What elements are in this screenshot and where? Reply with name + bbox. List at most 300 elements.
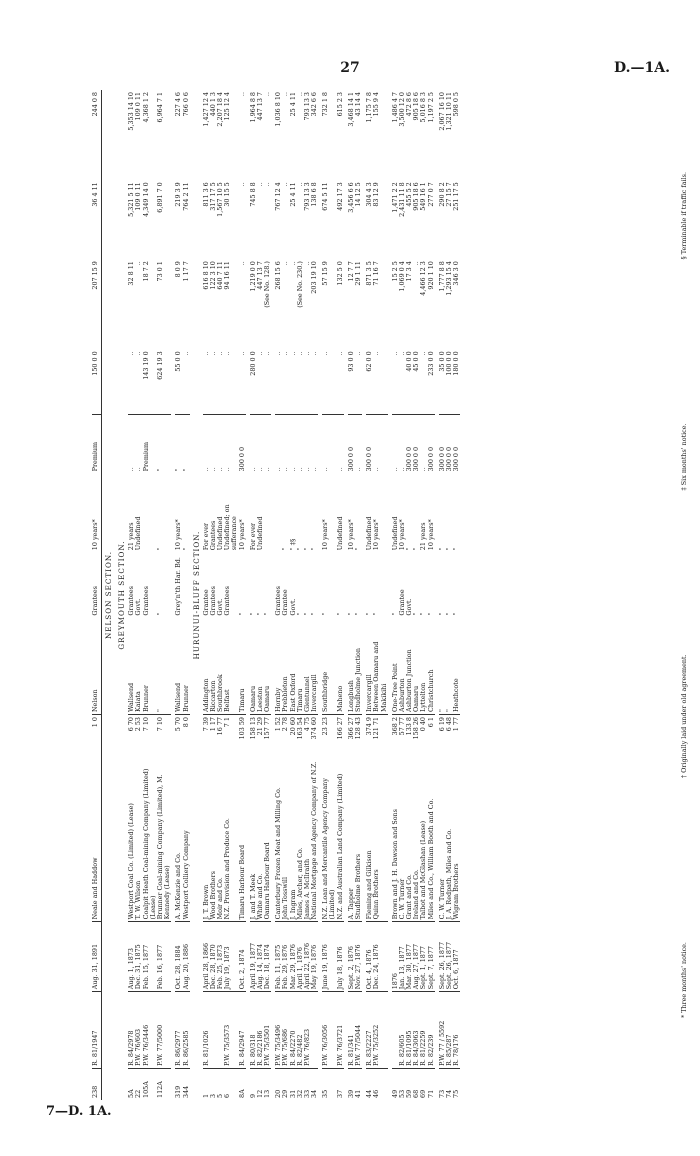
table-cell: Grantees xyxy=(127,586,136,616)
table-cell: Sept. 2, 1876 xyxy=(348,922,355,992)
table-cell: 1,036 8 10 xyxy=(274,92,283,127)
table-cell: .. xyxy=(183,349,190,414)
table-cell: Riccarton xyxy=(210,618,217,715)
table-cell: Between Oamaru and Makikihi xyxy=(373,618,387,715)
table-cell: 73 xyxy=(437,1089,446,1098)
table-cell: (See No. 128.) xyxy=(263,261,272,308)
table-cell: 157 77 xyxy=(263,717,272,740)
table-cell: R. 81/1947 xyxy=(92,992,102,1069)
table-cell: .. xyxy=(217,349,224,414)
table-cell: Mar. 30, 1877 xyxy=(406,922,413,992)
table-cell: " xyxy=(281,547,290,551)
table-cell: Nov. 27, 1876 xyxy=(355,922,362,992)
section-heading-row xyxy=(102,90,116,1100)
table-cell: " xyxy=(157,618,171,715)
table-cell: 300 0 0 xyxy=(452,446,461,472)
table-cell: Premium xyxy=(141,441,150,472)
table-cell: Ashburton xyxy=(399,618,406,715)
table-cell: 150 0 0 xyxy=(92,349,102,414)
table-cell: " xyxy=(452,612,461,616)
table-cell: 6 48 xyxy=(444,717,453,732)
table-cell: 366 27 xyxy=(346,717,355,740)
table-cell: 41 xyxy=(354,1089,362,1098)
table-cell: 268 15 6 xyxy=(274,261,283,290)
table-cell: Govt. xyxy=(134,598,143,616)
table-cell: 300 0 0 xyxy=(346,446,355,472)
table-cell: Aug. 27, 1877 xyxy=(413,922,420,992)
table-cell: Lyttelton xyxy=(420,618,427,715)
table-cell: .. xyxy=(288,261,297,266)
page-number: 27 xyxy=(340,60,360,76)
table-cell: Studholme Junction xyxy=(355,618,362,715)
table-cell: Studholme Brothers xyxy=(355,753,362,922)
table-cell: 319 xyxy=(174,1085,183,1098)
table-cell: Glentunnel xyxy=(304,618,311,715)
table-cell: T. W. Wilson xyxy=(135,753,142,922)
table-cell: Heathcote xyxy=(453,618,460,715)
table-cell: .. xyxy=(274,467,283,472)
table-cell: C. W. Turner xyxy=(439,753,446,922)
table-cell: Feb. 25, 1873 xyxy=(217,922,224,992)
section-heading-row xyxy=(190,90,203,1100)
section-heading: GREYMOUTH SECTION. xyxy=(117,540,127,650)
table-cell: 59 xyxy=(405,1089,414,1098)
table-cell: .. xyxy=(223,467,232,472)
table-cell: " xyxy=(310,547,319,551)
table-cell: R. 86/2977 xyxy=(175,992,182,1069)
table-cell: 55 0 0 xyxy=(175,349,182,414)
table-cell: Aug. 1, 1873 xyxy=(128,922,135,992)
table-cell: .. xyxy=(311,349,318,414)
table-cell: 300 0 0 xyxy=(426,446,435,472)
table-cell: 5,016 8 3 xyxy=(419,92,428,123)
table-cell: 43 14 4 xyxy=(354,92,362,117)
table-cell xyxy=(143,473,157,552)
table-cell: Oct. 28, 1884 xyxy=(175,922,182,992)
table-cell: 1 17 xyxy=(208,717,217,732)
table-cell: .. xyxy=(281,467,290,472)
top-summary-row xyxy=(92,90,102,1100)
table-cell: 920 1 10 xyxy=(426,261,435,290)
table-cell: For ever xyxy=(201,522,210,551)
table-cell: Govt. xyxy=(216,598,225,616)
table-cell: .. xyxy=(372,467,381,472)
table-cell: 732 1 8 xyxy=(321,92,330,117)
table-cell: 122 3 10 xyxy=(208,261,217,290)
table-cell: National Mortgage and Agency Company of N.Z. xyxy=(311,753,318,922)
table-cell: 8 0 9 xyxy=(174,261,183,278)
footnote: ‡ Six months' notice. xyxy=(680,423,688,491)
table-cell: " xyxy=(335,612,344,616)
table-cell: " xyxy=(426,612,435,616)
table-cell: 346 3 0 xyxy=(452,261,461,286)
table-cell: .. xyxy=(201,467,210,472)
table-cell: 10 years* xyxy=(372,519,381,551)
table-cell: .. xyxy=(399,349,406,414)
table-cell: R. 81/2259 xyxy=(420,992,427,1069)
table-cell: 46 xyxy=(372,1089,381,1098)
table-cell: .. xyxy=(255,182,264,187)
table-cell: " xyxy=(155,547,164,551)
table-cell: 871 3 5 xyxy=(365,261,374,286)
table-cell: 34 xyxy=(310,1089,319,1098)
table-cell: .. xyxy=(239,349,246,414)
table-cell: Undefined xyxy=(134,516,143,551)
table-cell: Invercargill xyxy=(311,618,318,715)
table-cell: Grantee xyxy=(397,589,406,616)
table-cell: .. xyxy=(295,182,304,187)
table-cell: " xyxy=(437,612,446,616)
table-cell: 674 5 11 xyxy=(321,182,330,211)
table-cell: 342 6 6 xyxy=(310,92,319,117)
table-cell: 745 8 8 xyxy=(248,182,257,207)
table-cell: 0 40 xyxy=(419,717,428,732)
footnote: † Originally laid under old agreement. xyxy=(680,654,688,779)
table-cell: Brown and J. H. Dawson and Sons xyxy=(392,753,399,922)
table-cell: .. xyxy=(127,467,136,472)
table-cell: 73 0 1 xyxy=(155,261,164,282)
table-cell: 32 xyxy=(295,1089,304,1098)
table-cell: 44 xyxy=(365,1089,374,1098)
table-cell: " xyxy=(181,547,190,551)
table-cell: P.W. 76/3446 xyxy=(143,992,157,1069)
table-cell: Canterbury Frozen Meat and Milling Co. xyxy=(275,753,282,922)
table-cell: A. McKenzie and Co. xyxy=(175,753,182,922)
table-cell: 624 19 3 xyxy=(157,349,171,414)
table-cell: .. xyxy=(412,261,421,266)
table-cell: 203 19 10 xyxy=(310,261,319,294)
table-cell: " xyxy=(302,547,311,551)
table-cell: 121 71 xyxy=(372,717,381,740)
table-cell: 20 xyxy=(274,1089,283,1098)
table-cell: " xyxy=(354,547,362,551)
table-cell: R. 82/482 xyxy=(297,992,304,1069)
table-cell: R. 82/605 xyxy=(399,992,406,1069)
table-cell: 4,368 1 2 xyxy=(141,92,150,123)
table-cell: .. xyxy=(290,349,297,414)
table-cell: 74 xyxy=(444,1089,453,1098)
table-cell: 5,321 5 11 xyxy=(127,182,136,217)
table-cell: .. xyxy=(263,467,272,472)
table-cell: 158 26 xyxy=(412,717,421,740)
table-cell: .. xyxy=(392,349,399,414)
table-cell: 125 12 4 xyxy=(223,92,232,121)
table-cell: .. xyxy=(310,467,319,472)
table-cell: Dec. 24, 1876 xyxy=(373,922,387,992)
table-cell: Dec. 18, 1874 xyxy=(264,922,271,992)
table-cell: .. xyxy=(397,467,406,472)
table-cell: May 19, 1876 xyxy=(311,922,318,992)
table-cell: Oamaru xyxy=(264,618,271,715)
table-row xyxy=(355,90,362,1100)
table-cell: .. xyxy=(288,467,297,472)
table-cell: 1,293 15 4 xyxy=(444,261,453,296)
table-cell: 3 xyxy=(208,1093,217,1098)
table-cell: 440 1 3 xyxy=(208,92,217,117)
table-cell: 36 4 11 xyxy=(92,180,102,259)
table-cell: " xyxy=(444,547,453,551)
table-cell: " xyxy=(439,618,446,715)
table-cell: Jan. 13, 1877 xyxy=(399,922,406,992)
table-cell: 2,067 16 10 xyxy=(437,92,446,131)
table-cell: East Oxford xyxy=(290,618,297,715)
table-cell: Wood Brothers xyxy=(210,753,217,922)
table-cell: 598 0 5 xyxy=(452,92,461,117)
table-cell: .. xyxy=(263,182,272,187)
table-cell: Govt. xyxy=(288,598,297,616)
table-cell: Dec. 31, 1875 xyxy=(135,922,142,992)
table-cell: 1,321 10 11 xyxy=(444,92,453,131)
table-cell xyxy=(183,552,190,617)
table-cell: .. xyxy=(264,349,271,414)
table-cell: 2,207 18 4 xyxy=(216,92,225,127)
table-cell: 10 years* xyxy=(174,519,183,551)
table-cell: 128 43 xyxy=(354,717,362,740)
table-cell: 1,777 8 8 xyxy=(437,261,446,292)
table-cell: P.W. 77/5044 xyxy=(355,992,362,1069)
table-cell: Premium xyxy=(92,415,102,474)
table-cell: July 19, 1873 xyxy=(224,922,238,992)
table-cell: 300 0 0 xyxy=(405,446,414,472)
table-cell: 1,486 4 7 xyxy=(390,92,399,123)
table-cell: Westport Colliery Company xyxy=(183,753,190,922)
table-cell: 447 13 7 xyxy=(255,261,264,290)
table-cell: .. xyxy=(304,349,311,414)
table-cell: .. xyxy=(281,92,290,97)
table-cell: .. xyxy=(134,467,143,472)
table-cell: R. 81/1095 xyxy=(406,992,413,1069)
table-cell: 166 27 xyxy=(335,717,344,740)
table-cell: 15 2 5 xyxy=(390,261,399,282)
table-cell: " xyxy=(263,612,272,616)
ledger-table xyxy=(92,90,460,1100)
table-cell: 83 12 9 xyxy=(372,182,381,207)
table-cell: " xyxy=(310,612,319,616)
table-cell: 1 52 xyxy=(274,717,283,732)
table-cell: 27 15 7 xyxy=(444,182,453,207)
table-cell: P.W. 77/5000 xyxy=(157,992,171,1069)
table-cell: " ‡§ xyxy=(288,538,297,551)
table-cell: James A. McIlraith xyxy=(304,753,311,922)
table-cell: Timaru Harbour Board xyxy=(239,753,246,922)
table-cell: 7 10 xyxy=(141,717,150,732)
table-cell: Christchurch xyxy=(428,618,435,715)
table-cell: Westport Coal Co. (Limited) (Lease) xyxy=(128,753,135,922)
table-cell: 1 77 xyxy=(452,717,461,732)
table-cell: 6,964 7 1 xyxy=(155,92,164,123)
table-cell: J. Ingram xyxy=(290,753,297,922)
table-cell: April 1, 1876 xyxy=(297,922,304,992)
table-cell: Longbush xyxy=(348,618,355,715)
table-row xyxy=(239,90,246,1100)
table-cell: 472 8 6 xyxy=(405,92,414,117)
table-cell: Grantees xyxy=(274,586,283,616)
table-cell: 1,427 12 4 xyxy=(201,92,210,127)
table-cell: Aug. 14, 1874 xyxy=(257,922,264,992)
table-cell: 277 0 7 xyxy=(426,182,435,207)
table-cell: 1 xyxy=(201,1093,210,1098)
table-cell: R. 83/2227 xyxy=(366,992,373,1069)
table-cell: 1,197 2 5 xyxy=(426,92,435,123)
table-cell: 57 77 xyxy=(397,717,406,736)
table-cell: Hornby xyxy=(275,618,282,715)
footer-reference: 7—D. 1A. xyxy=(46,1104,112,1119)
table-cell: .. xyxy=(134,261,143,266)
table-cell: .. xyxy=(257,349,264,414)
table-cell: 40 0 0 xyxy=(406,349,413,414)
table-cell: 492 17 3 xyxy=(335,182,344,211)
table-cell: " xyxy=(419,612,428,616)
table-cell: .. xyxy=(295,92,304,97)
table-cell: Grantees xyxy=(92,552,102,617)
table-cell: 29 1 11 xyxy=(354,261,362,286)
table-cell: 10 years* xyxy=(237,519,246,551)
table-cell: .. xyxy=(263,92,272,97)
table-cell: 57 15 9 xyxy=(321,261,330,286)
table-cell: Aug. 20, 1886 xyxy=(183,922,190,992)
table-cell: 300 0 0 xyxy=(365,446,374,472)
table-cell: 6,891 7 0 xyxy=(155,182,164,213)
table-cell: 53 xyxy=(397,1089,406,1098)
table-cell: R. 80/318 xyxy=(250,992,257,1069)
table-cell: 793 13 3 xyxy=(302,92,311,121)
table-cell: .. xyxy=(281,182,290,187)
table-cell: 5A xyxy=(127,1089,136,1098)
table-cell: " xyxy=(412,547,421,551)
table-cell: P.W. 75/3573 xyxy=(224,992,238,1069)
table-cell: Grantee xyxy=(281,589,290,616)
table-cell: 6 70 xyxy=(127,717,136,732)
table-cell: 905 18 6 xyxy=(412,182,421,211)
table-cell: .. xyxy=(210,349,217,414)
table-cell: July 18, 1876 xyxy=(337,922,344,992)
page-reference: D.—1A. xyxy=(614,60,670,76)
table-cell: " xyxy=(444,612,453,616)
table-cell: .. xyxy=(282,349,289,414)
table-cell: .. xyxy=(419,467,428,472)
table-cell: A. Tapper xyxy=(348,753,355,922)
table-row xyxy=(264,90,271,1100)
table-cell: 5 70 xyxy=(174,717,183,732)
table-cell: 7 39 xyxy=(201,717,210,732)
table-cell: 811 3 6 xyxy=(201,182,210,207)
table-cell: 3,468 14 1 xyxy=(346,92,355,127)
table-cell: " xyxy=(255,612,264,616)
table-cell: 905 18 6 xyxy=(412,92,421,121)
table-cell: 37 xyxy=(335,1089,344,1098)
table-cell: June 19, 1876 xyxy=(322,922,336,992)
table-cell: 6 1 xyxy=(426,717,435,728)
table-cell: Grantee xyxy=(201,589,210,616)
table-row xyxy=(453,90,460,1100)
table-cell xyxy=(311,992,318,1069)
table-cell: Grantees xyxy=(141,586,150,616)
table-cell: 368 2 xyxy=(390,717,399,736)
table-cell: 1,175 7 8 xyxy=(365,92,374,123)
table-cell: April 22, 1876 xyxy=(304,922,311,992)
table-cell: Southbrook xyxy=(217,618,224,715)
table-cell: Grantees xyxy=(208,586,217,616)
table-cell: 227 4 6 xyxy=(174,92,183,117)
table-cell: R. 81/341 xyxy=(348,992,355,1069)
table-cell: 14 12 5 xyxy=(354,182,362,207)
table-cell: Mar. 29, 1876 xyxy=(290,922,297,992)
table-cell: 143 19 0 xyxy=(143,349,157,414)
table-cell: 69 xyxy=(419,1089,428,1098)
table-cell: Kaiata xyxy=(135,618,142,715)
footnote: * Three months' notice. xyxy=(680,942,688,1019)
table-cell: 35 0 0 xyxy=(439,349,446,414)
table-cell: 455 5 2 xyxy=(405,182,414,207)
table-cell: 25 4 11 xyxy=(288,92,297,117)
table-cell: 100 0 0 xyxy=(446,349,453,414)
table-cell: .. xyxy=(135,349,142,414)
table-cell: Oamaru xyxy=(413,618,420,715)
table-cell: " xyxy=(302,612,311,616)
table-cell: .. xyxy=(216,467,225,472)
table-cell: 280 0 0 xyxy=(250,349,257,414)
table-cell: 49 xyxy=(390,1089,399,1098)
ledger-area xyxy=(92,90,692,1100)
table-cell: 1 17 7 xyxy=(181,261,190,282)
table-cell: Timaru xyxy=(239,618,246,715)
table-cell: C. W. Turner xyxy=(399,753,406,922)
table-cell: .. xyxy=(297,349,304,414)
table-cell: 233 0 0 xyxy=(428,349,435,414)
table-cell: 238 xyxy=(92,1068,102,1100)
table-cell: Govt. xyxy=(405,598,414,616)
table-cell: 180 0 0 xyxy=(453,349,460,414)
table-cell: .. xyxy=(237,182,246,187)
table-cell: Belfast xyxy=(224,618,238,715)
table-cell: 133 8 xyxy=(405,717,414,736)
table-cell: Moir and Co. xyxy=(217,753,224,922)
table-cell: Undefined xyxy=(255,516,264,551)
table-cell: Coalpit Heath Coal-mining Company (Limited) (Lease) xyxy=(143,753,157,922)
table-cell: .. xyxy=(255,467,264,472)
table-cell: 109 0 11 xyxy=(134,182,143,211)
table-cell: 32 8 11 xyxy=(127,261,136,286)
table-cell: .. xyxy=(237,261,246,266)
table-cell: Feb. 15, 1877 xyxy=(143,922,157,992)
table-cell: Feb. 16, 1877 xyxy=(157,922,171,992)
table-cell: Ashburton Junction xyxy=(406,618,413,715)
table-cell: .. xyxy=(281,261,290,266)
table-cell: 3,456 6 6 xyxy=(346,182,355,213)
table-cell: R. 86/2585 xyxy=(183,992,190,1069)
table-cell: 2 78 xyxy=(281,717,290,732)
table-cell: Maheno xyxy=(337,618,344,715)
table-cell: R. 78/176 xyxy=(453,992,460,1069)
table-cell: 21 years xyxy=(419,522,428,551)
table-cell: 17 3 4 xyxy=(405,261,414,282)
table-cell: 22 xyxy=(134,1089,143,1098)
table-cell: J. A. Redpath, Miles and Co. xyxy=(446,753,453,922)
table-cell: 4,466 12 3 xyxy=(419,261,428,296)
table-cell: John Tosswill xyxy=(282,753,289,922)
table-cell: 132 5 0 xyxy=(335,261,344,286)
table-cell: " xyxy=(237,612,246,616)
table-cell: 764 2 11 xyxy=(181,182,190,211)
table-cell: Talbot and McGlashan (Lease) xyxy=(420,753,427,922)
table-cell: 33 xyxy=(302,1089,311,1098)
table-cell: " xyxy=(155,468,164,472)
table-cell: Sept. 26, 1877 xyxy=(446,922,453,992)
table-cell: .. xyxy=(248,467,257,472)
table-cell: 767 12 4 xyxy=(274,182,283,211)
table-cell: 12 7 7 xyxy=(346,261,355,282)
table-cell: 10 years* xyxy=(92,473,102,552)
